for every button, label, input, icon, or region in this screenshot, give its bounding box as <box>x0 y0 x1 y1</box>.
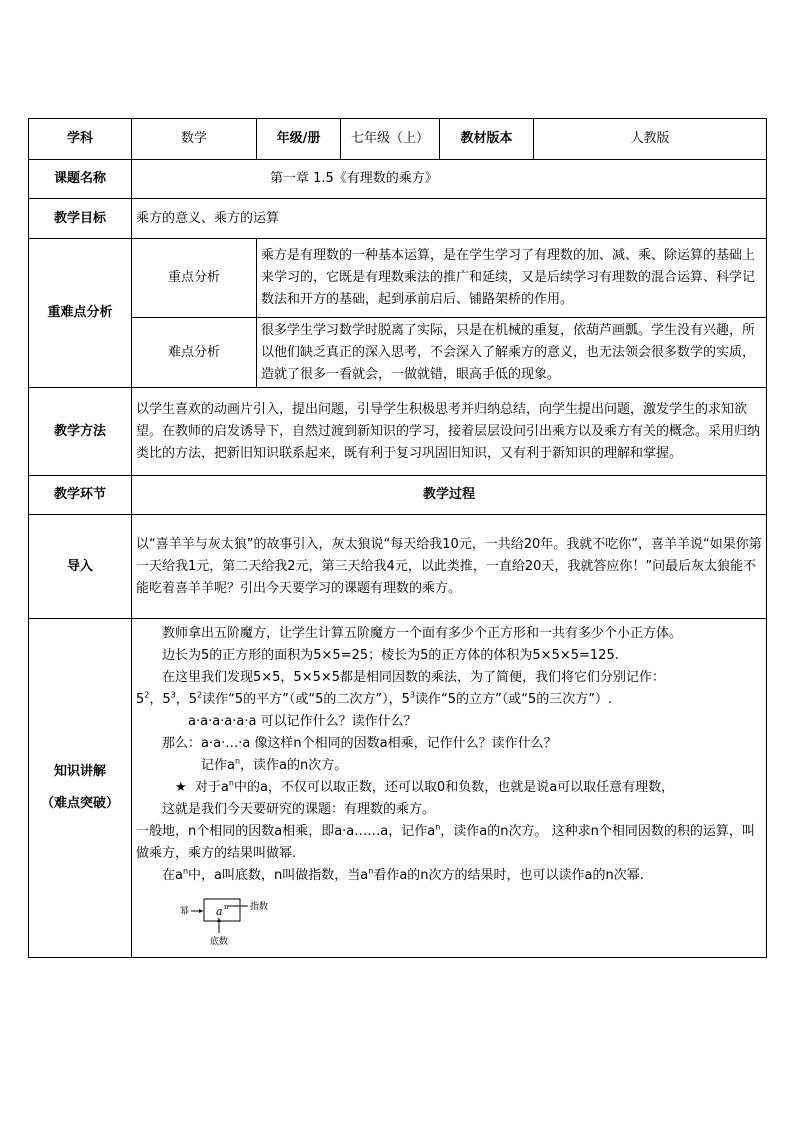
subject-label: 学科 <box>29 119 132 160</box>
process-header-row <box>29 476 767 515</box>
grade-label: 年级/册 <box>257 119 341 160</box>
key-point-row <box>29 239 767 318</box>
edition-value: 人教版 <box>534 119 767 160</box>
knowledge-p3: 在这里我们发现5×5，5×5×5都是相同因数的乘法，为了简便，我们将它们分别记作： <box>162 670 666 685</box>
difficulty-text: 很多学生学习数学时脱离了实际，只是在机械的重复，依葫芦画瓢。学生没有兴趣，所以他们缺乏真正的深入思考，不会深入了解乘方的意义，也无法领会很多数学的实质，造就了很多一看就会，一做就错，眼高手低的现象。 <box>257 318 767 388</box>
knowledge-p11: 在$a^n$中，a叫底数，n叫做指数，当$a^n$看作a的n次方的结果时，也可以读作a的n次幂. <box>162 866 644 883</box>
intro-text: 以“喜羊羊与灰太狼”的故事引入，灰太狼说“每天给我10元，一共给20年。我就不吃你”，喜羊羊说“如果你第一天给我1元，第二天给我2元，第三天给我4元，以此类推，一直给20天，我就答应你！”问最后灰太狼能不能吃着喜羊羊呢？引出今天要学习的课题有理数的乘方。 <box>132 515 767 619</box>
knowledge-row <box>29 619 767 958</box>
diagram-power-label: 幂 <box>180 907 190 917</box>
knowledge-p5: a·a·a·a·a·a 可以记作什么？读作什么？ <box>188 714 417 729</box>
diagram-exp-symbol: n <box>224 903 229 911</box>
intro-row <box>29 515 767 619</box>
knowledge-p10: 一般地，n个相同的因数a相乘，即a·a……a，记作$a^n$，读作a的n次方。 这种求n个相同因数的积的运算，叫做乘方，乘方的结果叫做幂. <box>136 822 755 861</box>
key-point-label: 重点分析 <box>132 239 257 318</box>
intro-label: 导入 <box>29 515 132 619</box>
goal-label: 教学目标 <box>29 199 132 239</box>
difficulty-label: 难点分析 <box>132 318 257 388</box>
goal-value: 乘方的意义、乘方的运算 <box>132 199 767 239</box>
edition-label: 教材版本 <box>440 119 534 160</box>
knowledge-p7: 记作$a^n$，读作a的n次方。 <box>201 756 348 773</box>
process-header-value: 教学过程 <box>132 476 767 515</box>
topic-label: 课题名称 <box>29 160 132 199</box>
diagram-base-label: 底数 <box>210 937 229 947</box>
knowledge-content <box>132 619 767 958</box>
knowledge-p6: 那么：a·a·…·a 像这样n个相同的因数a相乘，记作什么？读作什么？ <box>162 736 557 751</box>
knowledge-p1: 教师拿出五阶魔方，让学生计算五阶魔方一个面有多少个正方形和一共有多少个小正方体。 <box>162 626 683 641</box>
header-row <box>29 119 767 160</box>
topic-value: 第一章 1.5《有理数的乘方》 <box>132 160 767 199</box>
method-text: 以学生喜欢的动画片引入，提出问题，引导学生积极思考并归纳总结，向学生提出问题，激发学生的求知欲望。在教师的启发诱导下，自然过渡到新知识的学习，接着层层设问引出乘方以及乘方有关的概念。采用归纳类比的方法，把新旧知识联系起来，既有利于复习巩固旧知识，又有利于新知识的理解和掌握。 <box>132 388 767 476</box>
lesson-plan-table <box>28 118 767 958</box>
goal-row <box>29 199 767 239</box>
difficulty-row <box>29 318 767 388</box>
grade-value: 七年级（上） <box>341 119 440 160</box>
power-diagram <box>172 891 292 949</box>
method-label: 教学方法 <box>29 388 132 476</box>
analysis-label: 重难点分析 <box>29 239 132 388</box>
knowledge-label-cell <box>29 619 132 958</box>
topic-row <box>29 160 767 199</box>
key-point-text: 乘方是有理数的一种基本运算，是在学生学习了有理数的加、减、乘、除运算的基础上来学习的，它既是有理数乘法的推广和延续，又是后续学习有理数的混合运算、科学记数法和开方的基础，起到承前启后、铺路架桥的作用。 <box>257 239 767 318</box>
knowledge-label: 知识讲解 <box>53 764 106 779</box>
process-header-label: 教学环节 <box>29 476 132 515</box>
knowledge-sublabel: （难点突破） <box>40 796 119 811</box>
knowledge-p4: $5^2$，$5^3$，$5^2$读作“5的平方”（或“5的二次方”），$5^3$读作“5的立方”（或“5的三次方”）. <box>136 690 613 707</box>
diagram-base-symbol: a <box>216 905 223 918</box>
star-icon: ★ <box>175 780 187 795</box>
subject-value: 数学 <box>132 119 257 160</box>
diagram-exponent-label: 指数 <box>250 902 269 912</box>
knowledge-p8: ★ 对于$a^n$中的a，不仅可以取正数，还可以取0和负数，也就是说a可以取任意有理数， <box>175 778 675 795</box>
knowledge-p2: 边长为5的正方形的面积为5×5=25；棱长为5的正方体的体积为5×5×5=125. <box>162 648 619 663</box>
knowledge-p9: 这就是我们今天要研究的课题：有理数的乘方。 <box>162 802 436 817</box>
method-row <box>29 388 767 476</box>
